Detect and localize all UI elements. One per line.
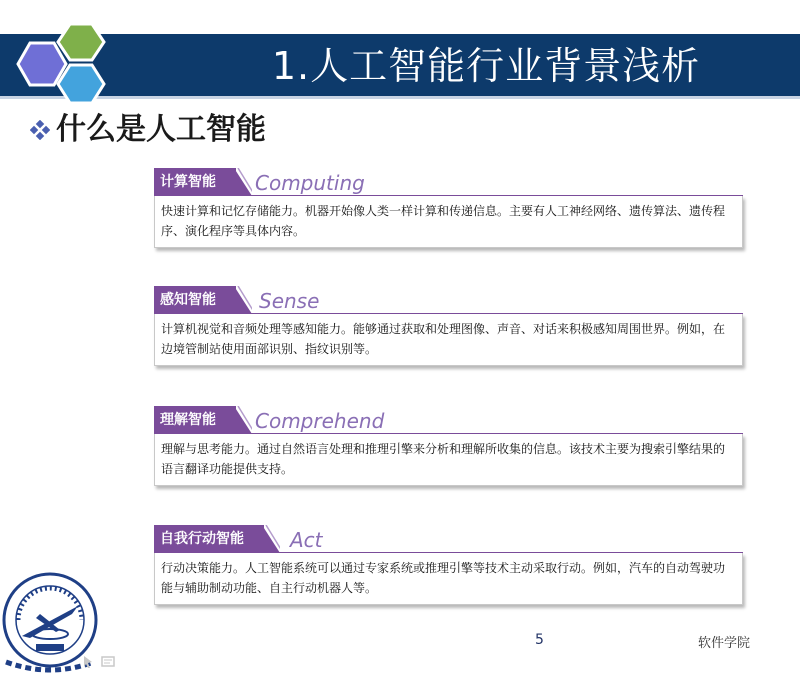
card-description: 行动决策能力。人工智能系统可以通过专家系统或推理引擎等技术主动采取行动。例如，汽车的自动驾驶功能与辅助制动功能、自主行动机器人等。 bbox=[154, 553, 743, 605]
card-tab-label: 自我行动智能 bbox=[154, 525, 264, 553]
card-english-label: Computing bbox=[255, 171, 365, 195]
card-english-label: Sense bbox=[259, 289, 320, 313]
tab-notch-icon bbox=[256, 525, 280, 553]
title-bar bbox=[0, 34, 800, 99]
hexagon-logo-icon bbox=[8, 22, 118, 112]
card-act bbox=[154, 525, 743, 605]
card-tab-label: 计算智能 bbox=[154, 168, 236, 196]
tab-notch-icon bbox=[228, 168, 252, 196]
diamond-bullet-icon bbox=[30, 120, 50, 140]
card-english-label: Comprehend bbox=[255, 409, 385, 433]
card-computing bbox=[154, 168, 743, 248]
tab-notch-icon bbox=[228, 406, 252, 434]
card-comprehend bbox=[154, 406, 743, 486]
slide-title: 1.人工智能行业背景浅析 bbox=[271, 44, 701, 88]
hexagon-blue bbox=[58, 65, 104, 103]
section-heading bbox=[30, 108, 266, 152]
tab-notch-icon bbox=[228, 286, 252, 314]
section-heading-text: 什么是人工智能 bbox=[56, 112, 266, 147]
hexagon-purple bbox=[18, 43, 66, 85]
card-english-label: Act bbox=[290, 528, 323, 552]
card-description: 计算机视觉和音频处理等感知能力。能够通过获取和处理图像、声音、对话来积极感知周围世界。例如，在边境管制站使用面部识别、指纹识别等。 bbox=[154, 314, 743, 366]
card-description: 理解与思考能力。通过自然语言处理和推理引擎来分析和理解所收集的信息。该技术主要为搜索引擎结果的语言翻译功能提供支持。 bbox=[154, 434, 743, 486]
hexagon-green bbox=[58, 24, 104, 60]
card-tab-label: 理解智能 bbox=[154, 406, 236, 434]
page-number: 5 bbox=[535, 632, 544, 648]
card-sense bbox=[154, 286, 743, 366]
footer-department: 软件学院 bbox=[698, 636, 751, 651]
slide-control-icons[interactable] bbox=[82, 655, 118, 669]
card-tab-label: 感知智能 bbox=[154, 286, 236, 314]
card-description: 快速计算和记忆存储能力。机器开始像人类一样计算和传递信息。主要有人工神经网络、遗传算法、遗传程序、演化程序等具体内容。 bbox=[154, 196, 743, 248]
